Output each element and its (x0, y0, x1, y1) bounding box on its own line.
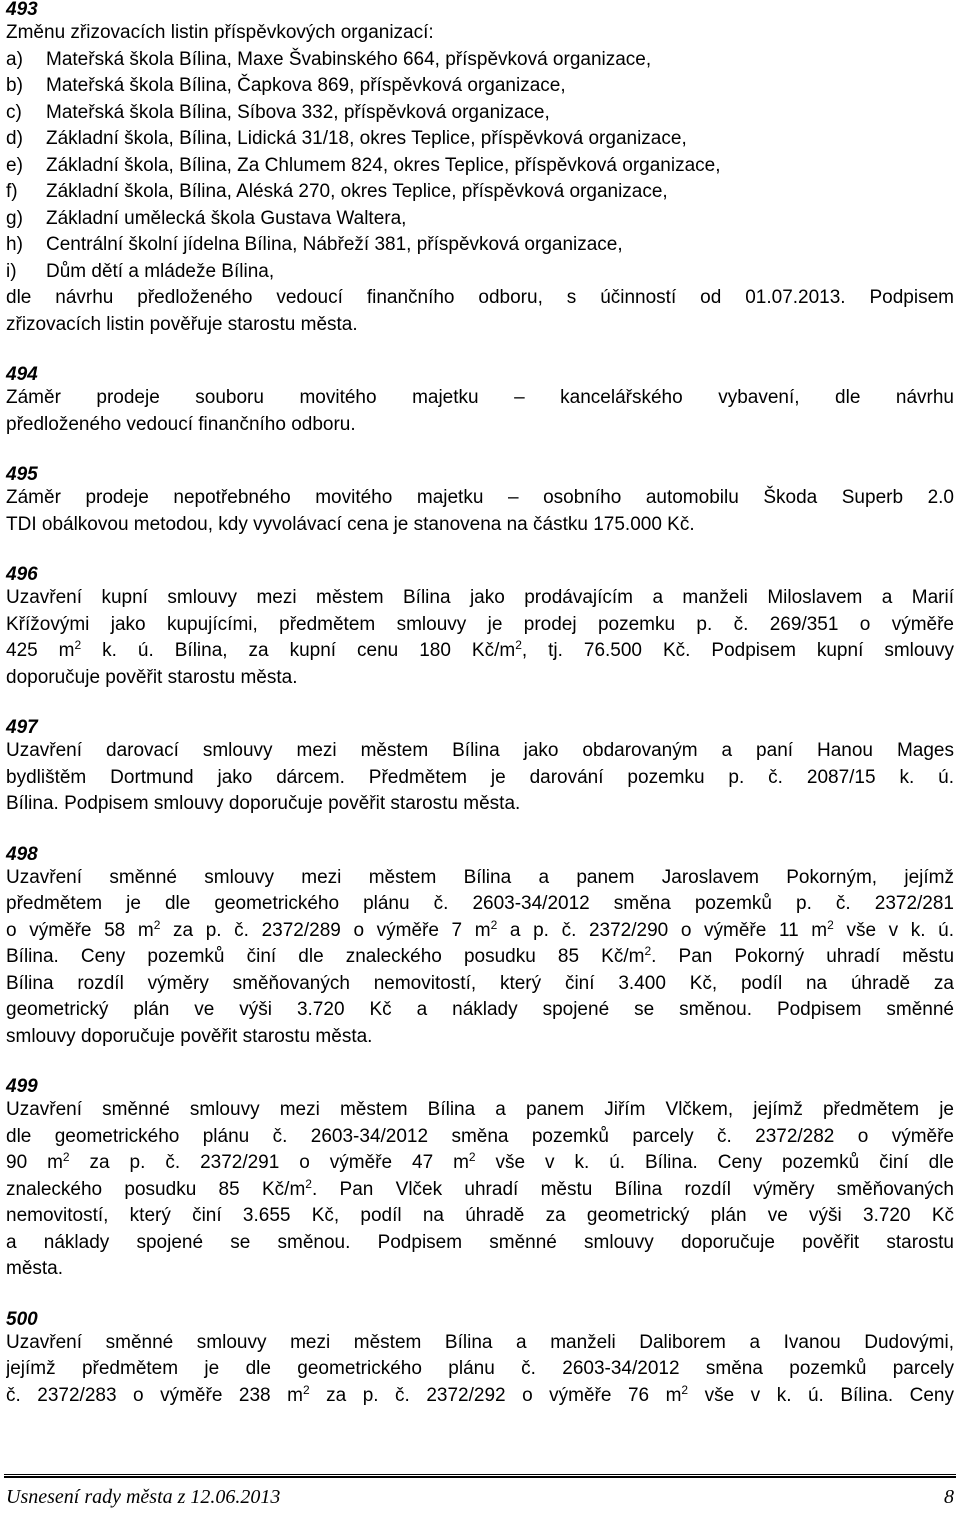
resolution-number: 495 (6, 464, 38, 485)
list-item (6, 259, 954, 286)
list-item (6, 206, 954, 233)
list-item (6, 126, 954, 153)
resolution-text-line: Záměr prodeje souboru movitého majetku – kancelářského vybavení, dle návrhu (6, 387, 954, 408)
resolution-text-line: předmětem je dle geometrického plánu č. 2603-34/2012 směna pozemků p. č. 2372/281 (6, 893, 954, 914)
resolution-text-line: geometrický plán ve výši 3.720 Kč a náklady spojené se směnou. Podpisem směnné (6, 999, 954, 1020)
footer-title: Usnesení rady města z 12.06.2013 (6, 1486, 281, 1508)
resolution-text-line: Záměr prodeje nepotřebného movitého majetku – osobního automobilu Škoda Superb 2.0 (6, 487, 954, 508)
resolution-text-line: Uzavření směnné smlouvy mezi městem Bílina a panem Jiřím Vlčkem, jejímž předmětem je (6, 1099, 954, 1120)
resolution-number: 494 (6, 364, 38, 385)
list-text: Základní škola, Bílina, Lidická 31/18, okres Teplice, příspěvková organizace, (46, 128, 687, 149)
section-gap (6, 691, 954, 718)
resolution-intro: Změnu zřizovacích listin příspěvkových organizací: (6, 22, 434, 43)
resolution-493 (6, 0, 954, 338)
list-item (6, 100, 954, 127)
resolution-number: 500 (6, 1308, 38, 1330)
section-gap (6, 338, 954, 365)
superscript: 2 (468, 1150, 476, 1164)
text-run: Bílina. Ceny pozemků činí dle znaleckého posudku 85 Kč/m (6, 946, 645, 967)
superscript: 2 (153, 917, 161, 932)
list-text: Dům dětí a mládeže Bílina, (46, 260, 275, 282)
resolution-text-line: smlouvy doporučuje pověřit starostu města. (6, 1025, 373, 1047)
resolution-494 (6, 365, 954, 438)
list-label: b) (6, 75, 23, 96)
list-label: c) (6, 101, 22, 123)
text-run: č. 2372/283 o výměře 238 m (6, 1384, 303, 1406)
resolution-text-line: bydlištěm Dortmund jako dárcem. Předmětem je darování pozemku p. č. 2087/15 k. ú. (6, 766, 954, 788)
resolution-496 (6, 565, 954, 691)
resolution-text-line: dle geometrického plánu č. 2603-34/2012 směna pozemků parcely č. 2372/282 o výměře (6, 1125, 954, 1147)
resolution-text-line (6, 1383, 954, 1410)
list-label: g) (6, 207, 23, 229)
resolution-text-line (6, 638, 954, 665)
section-gap (6, 818, 954, 845)
text-run: za p. č. 2372/291 o výměře 47 m (69, 1152, 469, 1173)
list-text: Mateřská škola Bílina, Čapkova 869, příspěvková organizace, (46, 75, 566, 96)
list-label: f) (6, 181, 18, 202)
resolution-497 (6, 718, 954, 818)
page-footer (6, 1486, 954, 1509)
text-run: . Pan Vlček uhradí městu Bílina rozdíl výměry směňovaných (311, 1178, 954, 1200)
text-run: za p. č. 2372/292 o výměře 76 m (309, 1384, 682, 1406)
list-label: h) (6, 234, 23, 255)
superscript: 2 (62, 1150, 70, 1164)
resolution-number: 497 (6, 717, 38, 738)
text-run: 90 m (6, 1152, 63, 1173)
list-text: Mateřská škola Bílina, Maxe Švabinského 664, příspěvková organizace, (46, 48, 652, 70)
resolution-number: 499 (6, 1076, 38, 1097)
resolution-text-line: předloženého vedoucí finančního odboru. (6, 413, 356, 435)
resolution-number: 496 (6, 564, 38, 585)
text-run: a p. č. 2372/290 o výměře 11 m (497, 919, 828, 941)
list-label: a) (6, 48, 23, 70)
superscript: 2 (681, 1382, 689, 1397)
list-item (6, 73, 954, 100)
page-number: 8 (944, 1486, 954, 1508)
section-gap (6, 438, 954, 465)
list-text: Centrální školní jídelna Bílina, Nábřeží 381, příspěvková organizace, (46, 234, 623, 255)
superscript: 2 (827, 917, 834, 932)
resolution-498 (6, 845, 954, 1051)
resolution-499 (6, 1077, 954, 1283)
resolution-text-line (6, 944, 954, 971)
resolution-text-line: TDI obálkovou metodou, kdy vyvolávací cena je stanovena na částku 175.000 Kč. (6, 513, 695, 535)
text-run: vše v k. ú. Bílina. Ceny pozemků činí dle (475, 1152, 954, 1173)
section-gap (6, 1050, 954, 1077)
resolution-text-line: Bílina. Podpisem smlouvy doporučuje pověřit starostu města. (6, 793, 521, 814)
list-text: Základní škola, Bílina, Za Chlumem 824, okres Teplice, příspěvková organizace, (46, 154, 721, 176)
resolution-text-line: a náklady spojené se směnou. Podpisem směnné smlouvy doporučuje pověřit starostu (6, 1231, 954, 1253)
resolution-number: 493 (6, 0, 38, 20)
list-text: Základní škola, Bílina, Aléská 270, okres Teplice, příspěvková organizace, (46, 181, 668, 202)
list-text: Mateřská škola Bílina, Síbova 332, příspěvková organizace, (46, 101, 550, 123)
resolution-500 (6, 1310, 954, 1410)
text-run: , tj. 76.500 Kč. Podpisem kupní smlouvy (521, 640, 954, 661)
resolution-495 (6, 465, 954, 538)
resolution-text-line: jejímž předmětem je dle geometrického plánu č. 2603-34/2012 směna pozemků parcely (6, 1358, 954, 1379)
superscript: 2 (490, 917, 498, 932)
list-item (6, 153, 954, 180)
resolution-text-line: Uzavření směnné smlouvy mezi městem Bílina a manželi Daliborem a Ivanou Dudovými, (6, 1331, 954, 1353)
resolution-text-line: Křížovými jako kupujícími, předmětem smlouvy je prodej pozemku p. č. 269/351 o výměře (6, 613, 954, 635)
text-run: k. ú. Bílina, za kupní cenu 180 Kč/m (81, 640, 516, 661)
resolution-text-line: Uzavření kupní smlouvy mezi městem Bílina jako prodávajícím a manželi Miloslavem a Marií (6, 587, 954, 608)
resolution-number: 498 (6, 843, 38, 865)
text-run: vše v k. ú. Bílina. Ceny (688, 1384, 954, 1406)
text-run: . Pan Pokorný uhradí městu (651, 946, 954, 967)
resolution-text-line (6, 1150, 954, 1177)
list-item (6, 47, 954, 74)
list-label: d) (6, 128, 23, 149)
list-item (6, 232, 954, 259)
resolution-text-line: Uzavření směnné smlouvy mezi městem Bílina a panem Jaroslavem Pokorným, jejímž (6, 866, 954, 888)
text-run: vše v k. ú. (833, 919, 954, 941)
resolution-text-line: města. (6, 1258, 64, 1279)
resolution-text-line: Bílina rozdíl výměry směňovaných nemovitostí, který činí 3.400 Kč, podíl na úhradě za (6, 972, 954, 994)
superscript: 2 (302, 1382, 310, 1397)
resolution-text-line (6, 918, 954, 945)
list-text: Základní umělecká škola Gustava Waltera, (46, 207, 407, 229)
superscript: 2 (305, 1176, 312, 1191)
section-gap (6, 538, 954, 565)
text-run: 425 m (6, 640, 75, 661)
list-item (6, 179, 954, 206)
footer-divider (4, 1476, 956, 1478)
superscript: 2 (74, 638, 82, 652)
footer-divider (4, 1474, 956, 1475)
text-run: za p. č. 2372/289 o výměře 7 m (160, 919, 491, 941)
resolution-text-line: zřizovacích listin pověřuje starostu města. (6, 313, 358, 335)
document-page (6, 0, 954, 1409)
superscript: 2 (515, 638, 522, 652)
section-gap (6, 1283, 954, 1310)
resolution-text-line (6, 1177, 954, 1204)
list-label: i) (6, 260, 17, 282)
text-run: o výměře 58 m (6, 919, 154, 941)
list-label: e) (6, 154, 23, 176)
superscript: 2 (644, 944, 652, 958)
resolution-text-line: Uzavření darovací smlouvy mezi městem Bílina jako obdarovaným a paní Hanou Mages (6, 740, 954, 761)
resolution-text-line: nemovitostí, který činí 3.655 Kč, podíl na úhradě za geometrický plán ve výši 3.720 Kč (6, 1205, 954, 1226)
text-run: znaleckého posudku 85 Kč/m (6, 1178, 306, 1200)
resolution-text-line: dle návrhu předloženého vedoucí finančního odboru, s účinností od 01.07.2013. Podpisem (6, 287, 954, 308)
resolution-text-line: doporučuje pověřit starostu města. (6, 666, 298, 688)
